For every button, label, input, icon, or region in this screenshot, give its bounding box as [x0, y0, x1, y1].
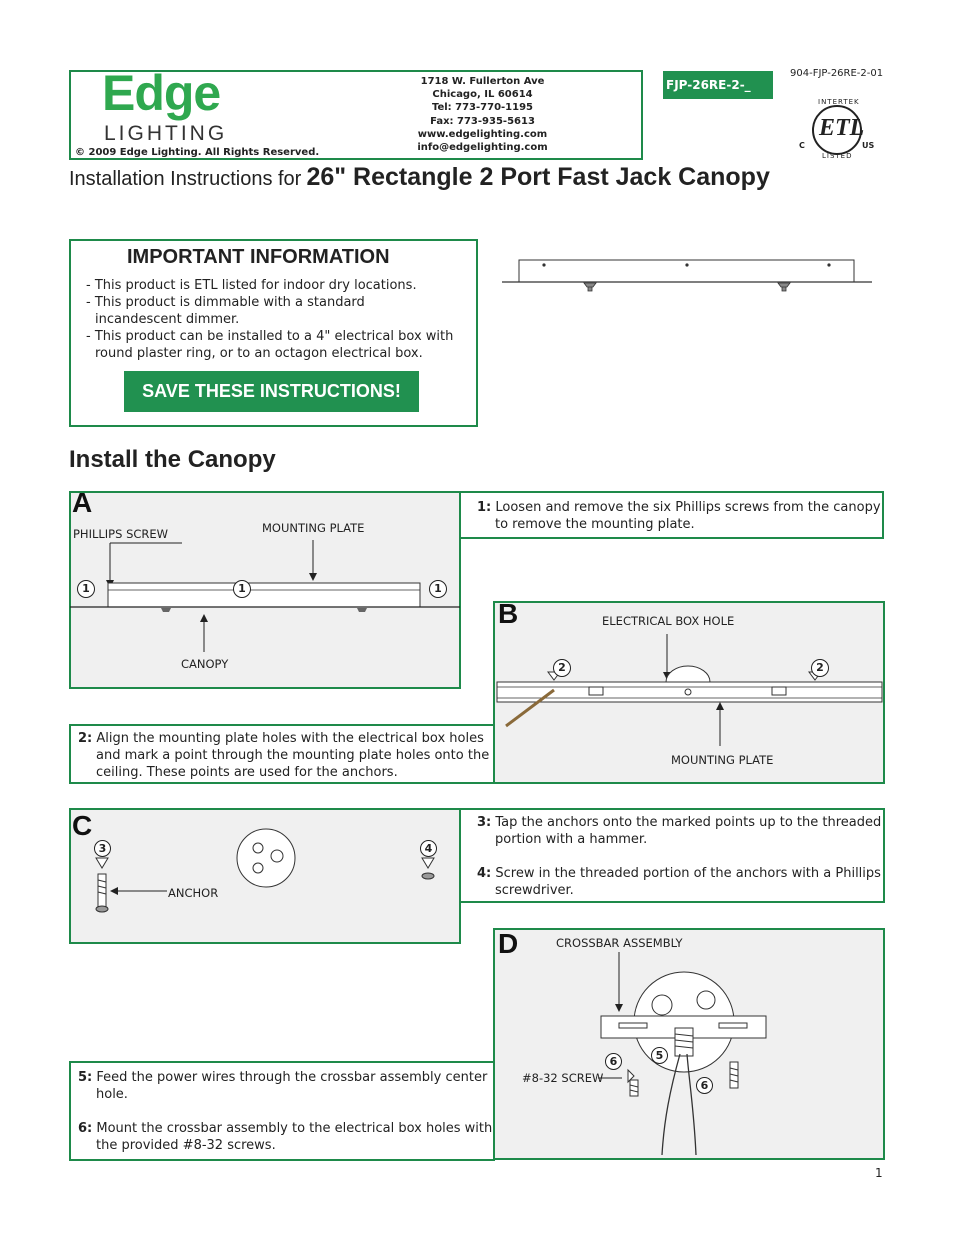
- phillips-screw-label: PHILLIPS SCREW: [73, 527, 169, 541]
- step-text: Loosen and remove the six Phillips screws from the canopy to remove the mounting plate.: [495, 500, 881, 532]
- page-number: 1: [875, 1166, 883, 1180]
- step-number: 6:: [78, 1121, 93, 1136]
- title-main: 26" Rectangle 2 Port Fast Jack Canopy: [306, 163, 770, 191]
- address-line: 1718 W. Fullerton Ave: [420, 76, 545, 87]
- step-text: Feed the power wires through the crossbar assembly center hole.: [96, 1070, 488, 1102]
- logo: [98, 65, 288, 145]
- phone: Tel: 773-770-1195: [431, 102, 534, 114]
- callout-1: 1: [77, 580, 95, 598]
- important-item: - This product is dimmable with a standard incandescent dimmer.: [86, 295, 365, 327]
- title-prefix: Installation Instructions for: [69, 168, 302, 190]
- panel-d-diagram: [494, 950, 884, 1160]
- step-6: [78, 1120, 496, 1154]
- etl-left-text: C: [799, 141, 805, 150]
- callout-1: 1: [429, 580, 447, 598]
- etl-bottom-text: LISTED: [822, 152, 853, 160]
- step-number: 2:: [78, 731, 93, 746]
- step-number: 5:: [78, 1070, 93, 1085]
- website-link[interactable]: www.edgelighting.com: [417, 128, 548, 140]
- logo-top: Edge: [102, 65, 221, 121]
- panel-a-diagram: [70, 540, 460, 660]
- step-text: Align the mounting plate holes with the electrical box holes and mark a point through the mounting plate holes onto the ceiling. These points are used for the anchors.: [96, 731, 490, 780]
- callout-1: 1: [233, 580, 251, 598]
- etl-text: ETL: [819, 115, 865, 141]
- panel-b-diagram: [494, 628, 884, 738]
- copyright: © 2009 Edge Lighting. All Rights Reserved.: [75, 147, 320, 158]
- callout-2: 2: [553, 659, 571, 677]
- mounting-plate-label: MOUNTING PLATE: [262, 521, 365, 535]
- model-badge: [663, 71, 773, 99]
- callout-6: 6: [605, 1053, 622, 1070]
- panel-c-letter: C: [72, 810, 93, 841]
- panel-a-letter: A: [72, 487, 93, 518]
- mounting-plate-label: MOUNTING PLATE: [671, 753, 774, 767]
- panel-b-letter: B: [498, 598, 519, 629]
- callout-4: 4: [420, 840, 437, 857]
- address-block: [395, 75, 570, 154]
- logo-bottom: LIGHTING: [104, 122, 228, 145]
- address-line: Chicago, IL 60614: [432, 89, 533, 101]
- step-text: Screw in the threaded portion of the anchors with a Phillips screwdriver.: [495, 866, 881, 898]
- important-item: - This product can be installed to a 4" electrical box with round plaster ring, or to an octagon electrical box.: [86, 329, 454, 361]
- crossbar-assembly-label: CROSSBAR ASSEMBLY: [556, 936, 683, 950]
- email-link[interactable]: info@edgelighting.com: [417, 142, 548, 154]
- anchor-label: ANCHOR: [168, 886, 219, 900]
- step-number: 1:: [477, 500, 492, 515]
- page-title: [69, 163, 770, 192]
- step-number: 3:: [477, 815, 492, 830]
- step-text: Mount the crossbar assembly to the electrical box holes with the provided #8-32 screws.: [96, 1121, 493, 1153]
- step-2: [78, 730, 496, 781]
- callout-5: 5: [651, 1047, 668, 1064]
- etl-top-text: INTERTEK: [818, 98, 860, 106]
- step-text: Tap the anchors onto the marked points up to the threaded portion with a hammer.: [495, 815, 882, 847]
- important-item: - This product is ETL listed for indoor dry locations.: [86, 278, 417, 293]
- model-number: FJP-26RE-2-_: [666, 78, 751, 92]
- fax: Fax: 773-935-5613: [430, 115, 535, 127]
- step-5: [78, 1069, 496, 1103]
- panel-d-letter: D: [498, 928, 519, 959]
- panel-c-diagram: [70, 830, 460, 920]
- step-3: [477, 814, 890, 848]
- canopy-overview-diagram: [500, 255, 875, 295]
- etl-certification-icon: [795, 100, 880, 160]
- screw-label: #8-32 SCREW: [522, 1071, 604, 1085]
- important-heading: IMPORTANT INFORMATION: [127, 246, 390, 268]
- step-4: [477, 865, 890, 899]
- callout-2: 2: [811, 659, 829, 677]
- save-instructions-banner: SAVE THESE INSTRUCTIONS!: [124, 371, 419, 412]
- section-title: Install the Canopy: [69, 446, 276, 473]
- doc-number: 904-FJP-26RE-2-01: [790, 68, 884, 79]
- etl-right-text: US: [862, 141, 875, 150]
- callout-3: 3: [94, 840, 111, 857]
- step-1: [477, 499, 890, 533]
- important-list: [86, 277, 466, 362]
- electrical-box-hole-label: ELECTRICAL BOX HOLE: [602, 614, 735, 628]
- callout-6: 6: [696, 1077, 713, 1094]
- canopy-label: CANOPY: [181, 657, 229, 671]
- step-number: 4:: [477, 866, 492, 881]
